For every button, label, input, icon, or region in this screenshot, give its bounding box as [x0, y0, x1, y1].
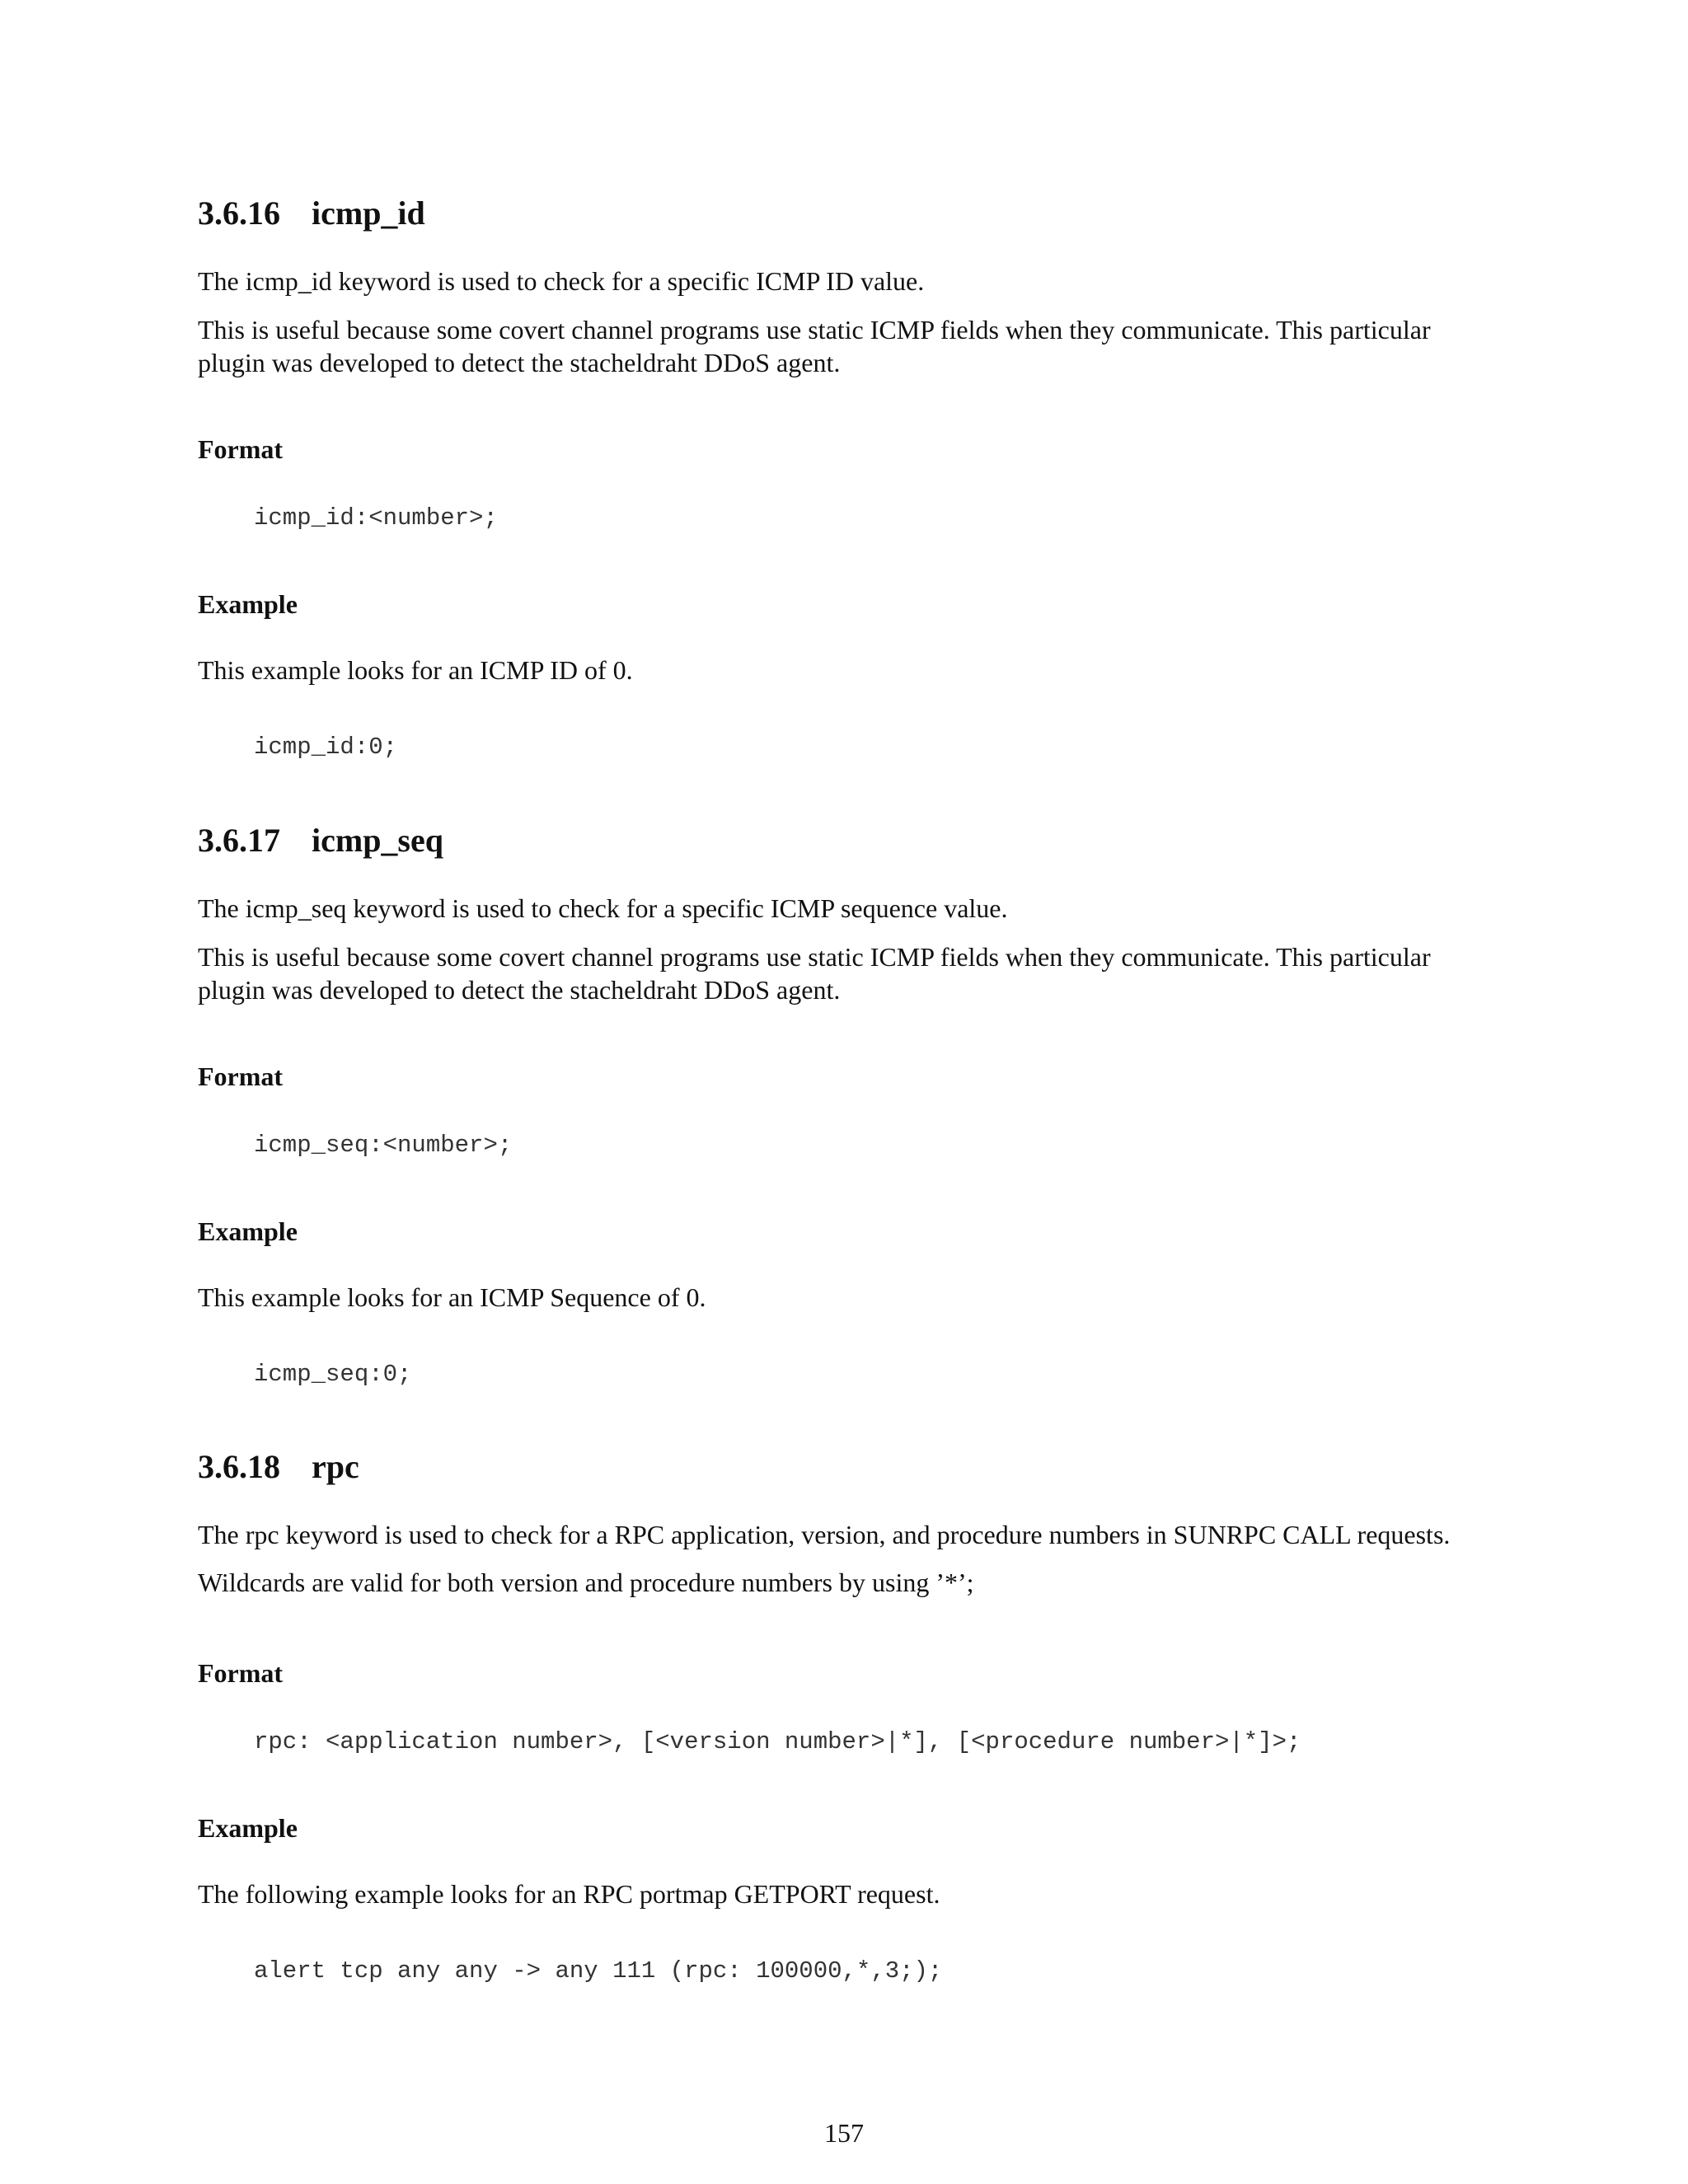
section-number: 3.6.18	[198, 1448, 280, 1485]
example-code: icmp_seq:0;	[254, 1361, 412, 1388]
paragraph: Wildcards are valid for both version and procedure numbers by using ’*’;	[198, 1568, 974, 1597]
format-heading: Format	[198, 1062, 284, 1091]
example-text: This example looks for an ICMP ID of 0.	[198, 655, 633, 685]
section-number: 3.6.16	[198, 194, 280, 232]
section-number: 3.6.17	[198, 822, 280, 859]
paragraph: The rpc keyword is used to check for a RPC application, version, and procedure numbers in SUNRPC CALL requests.	[198, 1520, 1451, 1549]
section-heading	[198, 194, 425, 233]
example-code: icmp_id:0;	[254, 733, 398, 761]
example-heading: Example	[198, 1813, 298, 1843]
format-code: icmp_seq:<number>;	[254, 1132, 513, 1159]
section-title: rpc	[312, 1448, 359, 1485]
format-code: rpc: <application number>, [<version number>|*], [<procedure number>|*]>;	[254, 1728, 1301, 1755]
example-heading: Example	[198, 589, 298, 619]
example-heading: Example	[198, 1216, 298, 1246]
example-code: alert tcp any any -> any 111 (rpc: 100000,*,3;);	[254, 1957, 943, 1985]
format-heading: Format	[198, 1658, 284, 1688]
section-title: icmp_seq	[312, 822, 443, 859]
paragraph: The icmp_seq keyword is used to check for a specific ICMP sequence value.	[198, 893, 1008, 923]
paragraph: This is useful because some covert channel programs use static ICMP fields when they communicate. This particular plugin was developed to detect the stacheldraht DDoS agent.	[198, 315, 1431, 377]
page-number: 157	[824, 2118, 864, 2148]
example-text: The following example looks for an RPC portmap GETPORT request.	[198, 1879, 940, 1909]
section-heading	[198, 821, 443, 860]
section-rpc	[198, 1447, 1500, 1991]
format-heading: Format	[198, 434, 284, 464]
paragraph: This is useful because some covert channel programs use static ICMP fields when they communicate. This particular plugin was developed to detect the stacheldraht DDoS agent.	[198, 942, 1431, 1005]
paragraph: The icmp_id keyword is used to check for a specific ICMP ID value.	[198, 266, 925, 296]
example-text: This example looks for an ICMP Sequence of 0.	[198, 1282, 706, 1312]
section-icmp-id	[198, 194, 1500, 787]
format-code: icmp_id:<number>;	[254, 504, 498, 532]
section-heading	[198, 1447, 359, 1487]
section-icmp-seq	[198, 821, 1500, 1414]
section-title: icmp_id	[312, 194, 425, 232]
